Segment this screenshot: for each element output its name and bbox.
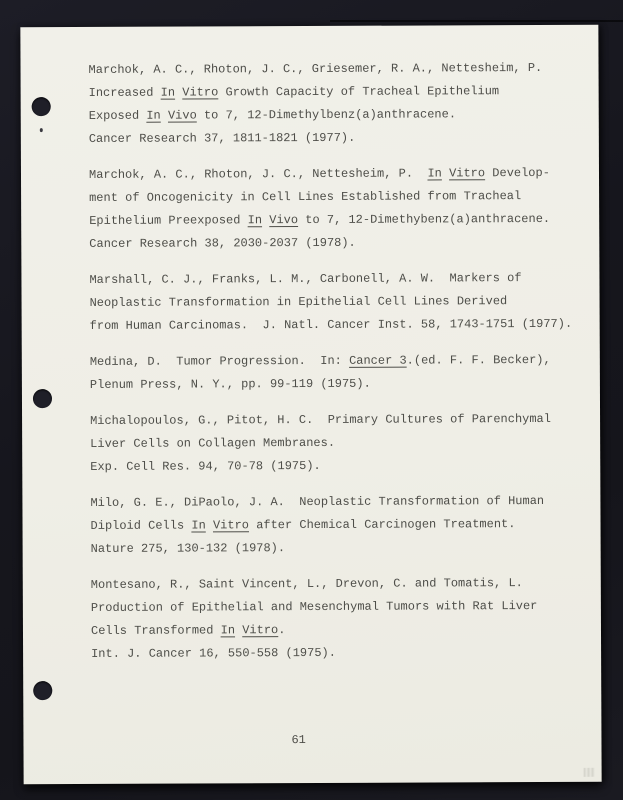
reference-line: Medina, D. Tumor Progression. In: Cancer 3.(ed. F. F. Becker), — [89, 352, 551, 369]
reference-line: Increased In Vitro Growth Capacity of Tracheal Epithelium — [88, 84, 500, 100]
reference-line: Plenum Press, N. Y., pp. 99-119 (1975). — [89, 376, 371, 392]
reference-line: Marchok, A. C., Rhoton, J. C., Griesemer, R. A., Nettesheim, P. — [88, 60, 543, 77]
reference-line: Exp. Cell Res. 94, 70-78 (1975). — [90, 458, 321, 474]
reference-line: Cancer Research 38, 2030-2037 (1978). — [89, 235, 356, 251]
reference-line: Michalopoulos, G., Pitot, H. C. Primary Cultures of Parenchymal — [90, 411, 551, 428]
reference-line: Neoplastic Transformation in Epithelial Cell Lines Derived — [89, 294, 508, 310]
reference-line: Milo, G. E., DiPaolo, J. A. Neoplastic Transformation of Human — [90, 493, 545, 510]
reference-entry — [89, 267, 584, 338]
reference-line: Nature 275, 130-132 (1978). — [90, 541, 286, 556]
reference-entry — [90, 349, 585, 397]
ink-dot — [40, 128, 43, 132]
reference-line: ment of Oncogenicity in Cell Lines Established from Tracheal — [89, 189, 522, 205]
reference-line: Production of Epithelial and Mesenchymal Tumors with Rat Liver — [90, 599, 538, 615]
reference-entry — [89, 162, 584, 256]
reference-entry — [90, 408, 585, 479]
reference-line: Diploid Cells In Vitro after Chemical Carcinogen Treatment. — [90, 517, 516, 533]
reference-line: Exposed In Vivo to 7, 12-Dimethylbenz(a)anthracene. — [88, 107, 457, 123]
reference-line: Marchok, A. C., Rhoton, J. C., Nettesheim, P. In Vitro Develop- — [88, 165, 550, 182]
reference-entry — [90, 490, 585, 561]
reference-entry — [91, 572, 586, 666]
punch-hole — [33, 681, 52, 700]
reference-line: Cancer Research 37, 1811-1821 (1977). — [88, 130, 356, 146]
document-page — [20, 25, 601, 785]
reference-line: from Human Carcinomas. J. Natl. Cancer Inst. 58, 1743-1751 (1977). — [89, 316, 573, 333]
references-list — [88, 57, 586, 679]
reference-line: Marshall, C. J., Franks, L. M., Carbonell, A. W. Markers of — [89, 271, 522, 287]
reference-line: Int. J. Cancer 16, 550-558 (1975). — [91, 645, 336, 661]
punch-hole — [32, 97, 51, 116]
page-number: 61 — [291, 733, 306, 748]
reference-line: Montesano, R., Saint Vincent, L., Drevon, C. and Tomatis, L. — [90, 576, 523, 592]
punch-hole — [33, 389, 52, 408]
reference-line: Cells Transformed In Vitro. — [90, 623, 286, 638]
reference-line: Liver Cells on Collagen Membranes. — [90, 435, 336, 451]
reference-entry — [88, 57, 583, 151]
reference-line: Epithelium Preexposed In Vivo to 7, 12-Dimethybenz(a)anthracene. — [89, 211, 551, 228]
corner-mark — [584, 768, 595, 777]
